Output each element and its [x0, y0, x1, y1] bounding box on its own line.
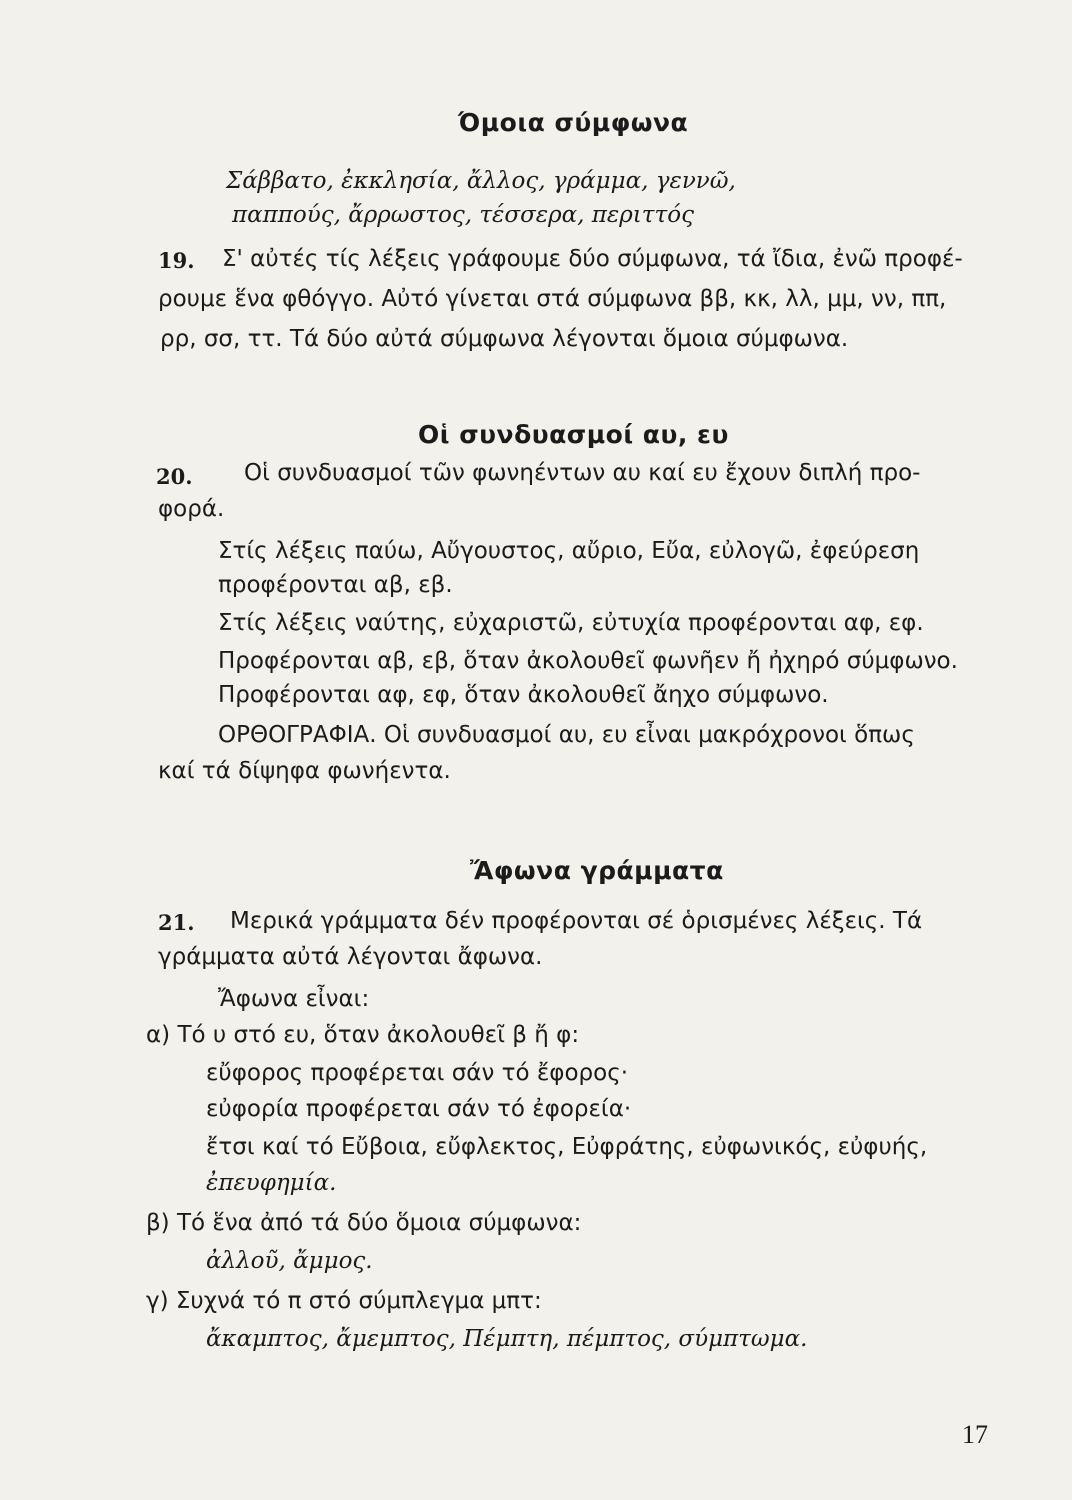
- paragraph-19-line-2: ρουμε ἕνα φθόγγο. Αὐτό γίνεται στά σύμφωνα ββ, κκ, λλ, μμ, νν, ππ,: [158, 286, 947, 312]
- paragraph-19-line-1: Σ' αὐτές τίς λέξεις γράφουμε δύο σύμφωνα, τά ἴδια, ἐνῶ προφέ-: [222, 246, 963, 272]
- paragraph-20-line-4: προφέρονται αβ, εβ.: [218, 572, 453, 598]
- item-b-heading: β) Τό ἕνα ἀπό τά δύο ὅμοια σύμφωνα:: [146, 1210, 582, 1236]
- paragraph-20-line-3: Στίς λέξεις παύω, Αὔγουστος, αὔριο, Εὔα, εὐλογῶ, ἐφεύρεση: [218, 538, 920, 564]
- paragraph-21-line-1: Μερικά γράμματα δέν προφέρονται σέ ὁρισμένες λέξεις. Τά: [230, 908, 923, 934]
- paragraph-21-line-2: γράμματα αὐτά λέγονται ἄφωνα.: [158, 944, 543, 970]
- section-title-homoia-symphona: Όμοια σύμφωνα: [458, 108, 689, 137]
- item-a-example-2: εὐφορία προφέρεται σάν τό ἐφορεία·: [206, 1096, 632, 1122]
- paragraph-number-21: 21.: [158, 910, 195, 935]
- item-c-example: ἄκαμπτος, ἄμεμπτος, Πέμπτη, πέμπτος, σύμπτωμα.: [206, 1326, 808, 1352]
- section-title-syndyasmoi: Οἱ συνδυασμοί αυ, ευ: [418, 420, 729, 449]
- orthography-note-line-1: ΟΡΘΟΓΡΑΦΙΑ. Οἱ συνδυασμοί αυ, ευ εἶναι μακρόχρονοι ὅπως: [218, 722, 915, 748]
- item-a-example-3: ἔτσι καί τό Εὔβοια, εὔφλεκτος, Εὐφράτης, εὐφωνικός, εὐφυής,: [206, 1134, 928, 1160]
- page-number: 17: [962, 1420, 988, 1449]
- paragraph-number-20: 20.: [156, 464, 193, 489]
- paragraph-20-line-1: Οἱ συνδυασμοί τῶν φωνηέντων αυ καί ευ ἔχουν διπλή προ-: [244, 460, 921, 486]
- item-c-heading: γ) Συχνά τό π στό σύμπλεγμα μπτ:: [146, 1288, 542, 1314]
- item-a-heading: α) Τό υ στό ευ, ὅταν ἀκολουθεῖ β ἤ φ:: [146, 1022, 580, 1048]
- item-a-example-1: εὔφορος προφέρεται σάν τό ἔφορος·: [206, 1060, 629, 1086]
- paragraph-20-line-5: Στίς λέξεις ναύτης, εὐχαριστῶ, εὐτυχία προφέρονται αφ, εφ.: [218, 610, 924, 636]
- example-words-line-2: παππούς, ἄρρωστος, τέσσερα, περιττός: [232, 202, 694, 228]
- section-title-aphona-grammata: Ἄφωνα γράμματα: [470, 856, 724, 885]
- paragraph-20-line-2: φορά.: [158, 496, 225, 522]
- paragraph-20-line-7: Προφέρονται αφ, εφ, ὅταν ἀκολουθεῖ ἄηχο σύμφωνο.: [218, 682, 829, 708]
- aphona-intro: Ἄφωνα εἶναι:: [218, 986, 370, 1012]
- example-words-line-1: Σάββατο, ἐκκλησία, ἄλλος, γράμμα, γεννῶ,: [226, 168, 736, 194]
- paragraph-number-19: 19.: [158, 248, 195, 273]
- orthography-note-line-2: καί τά δίψηφα φωνήεντα.: [158, 758, 451, 784]
- paragraph-19-line-3: ρρ, σσ, ττ. Τά δύο αὐτά σύμφωνα λέγονται ὅμοια σύμφωνα.: [160, 326, 849, 352]
- paragraph-20-line-6: Προφέρονται αβ, εβ, ὅταν ἀκολουθεῖ φωνῆεν ἤ ἠχηρό σύμφωνο.: [218, 648, 958, 674]
- item-b-example: ἀλλοῦ, ἄμμος.: [206, 1248, 373, 1274]
- item-a-example-4: ἐπευφημία.: [206, 1170, 337, 1196]
